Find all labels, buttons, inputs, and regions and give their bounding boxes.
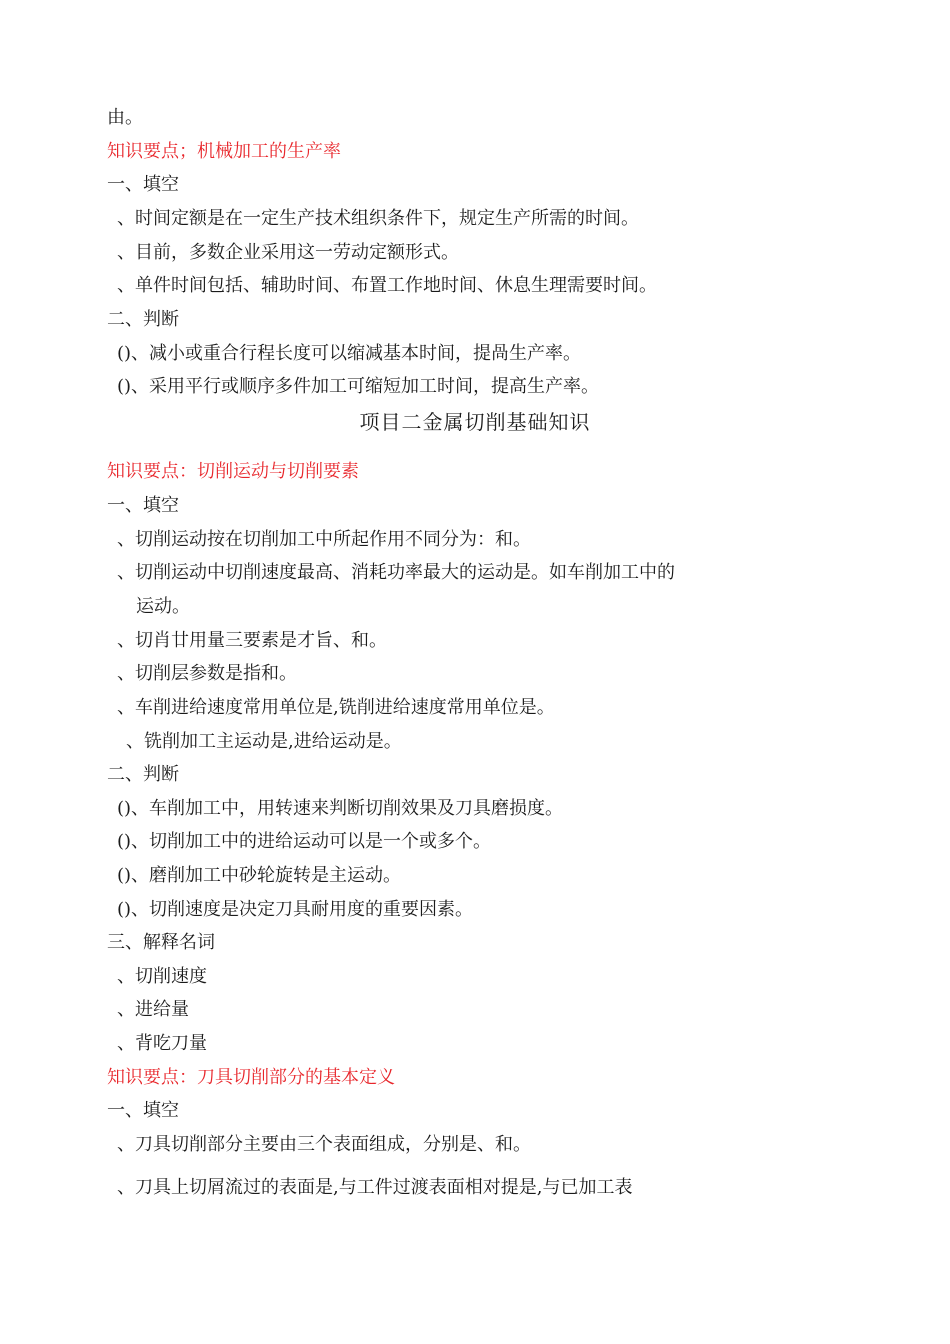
term-item: 、背吃刀量 bbox=[117, 1033, 207, 1054]
judgment-item: ()、切削加工中的进给运动可以是一个或多个。 bbox=[117, 831, 492, 852]
fill-blank-item: 、单件时间包括、辅助时间、布置工作地时间、休息生理需要时间。 bbox=[117, 275, 657, 296]
knowledge-point-heading: 知识要点；机械加工的生产率 bbox=[107, 141, 341, 162]
term-item: 、进给量 bbox=[117, 999, 189, 1020]
section-heading: 一、填空 bbox=[107, 1100, 179, 1121]
fill-blank-item: 、切削层参数是指和。 bbox=[117, 663, 297, 684]
text-line: 由。 bbox=[107, 107, 143, 128]
judgment-item: ()、采用平行或顺序多件加工可缩短加工时间，提高生产率。 bbox=[117, 376, 600, 397]
fill-blank-item: 、铣削加工主运动是,进给运动是。 bbox=[126, 731, 402, 752]
fill-blank-item-continued: 运动。 bbox=[136, 596, 190, 617]
fill-blank-item: 、切肖廿用量三要素是才旨、和。 bbox=[117, 630, 387, 651]
fill-blank-item: 、车削进给速度常用单位是,铣削进给速度常用单位是。 bbox=[117, 697, 555, 718]
judgment-item: ()、磨削加工中砂轮旋转是主运动。 bbox=[117, 865, 402, 886]
judgment-item: ()、车削加工中，用转速来判断切削效果及刀具磨损度。 bbox=[117, 798, 564, 819]
section-heading: 三、解释名词 bbox=[107, 932, 215, 953]
fill-blank-item: 、切削运动按在切削加工中所起作用不同分为：和。 bbox=[117, 529, 531, 550]
fill-blank-item: 、目前，多数企业采用这一劳动定额形式。 bbox=[117, 242, 459, 263]
judgment-item: ()、切削速度是决定刀具耐用度的重要因素。 bbox=[117, 899, 474, 920]
knowledge-point-heading: 知识要点：刀具切削部分的基本定义 bbox=[107, 1067, 395, 1088]
fill-blank-item: 、刀具上切屑流过的表面是,与工件过渡表面相对提是,与已加工表 bbox=[117, 1177, 633, 1198]
fill-blank-item: 、时间定额是在一定生产技术组织条件下，规定生产所需的时间。 bbox=[117, 208, 639, 229]
fill-blank-item: 、刀具切削部分主要由三个表面组成，分别是、和。 bbox=[117, 1134, 531, 1155]
section-heading: 二、判断 bbox=[107, 764, 179, 785]
judgment-item: ()、减小或重合行程长度可以缩减基本时间，提咼生产率。 bbox=[117, 343, 582, 364]
project-title: 项目二金属切削基础知识 bbox=[359, 410, 591, 434]
section-heading: 二、判断 bbox=[107, 309, 179, 330]
fill-blank-item: 、切削运动中切削速度最高、消耗功率最大的运动是。如车削加工中的 bbox=[117, 562, 675, 583]
section-heading: 一、填空 bbox=[107, 495, 179, 516]
term-item: 、切削速度 bbox=[117, 966, 207, 987]
section-heading: 一、填空 bbox=[107, 174, 179, 195]
knowledge-point-heading: 知识要点：切削运动与切削要素 bbox=[107, 461, 359, 482]
